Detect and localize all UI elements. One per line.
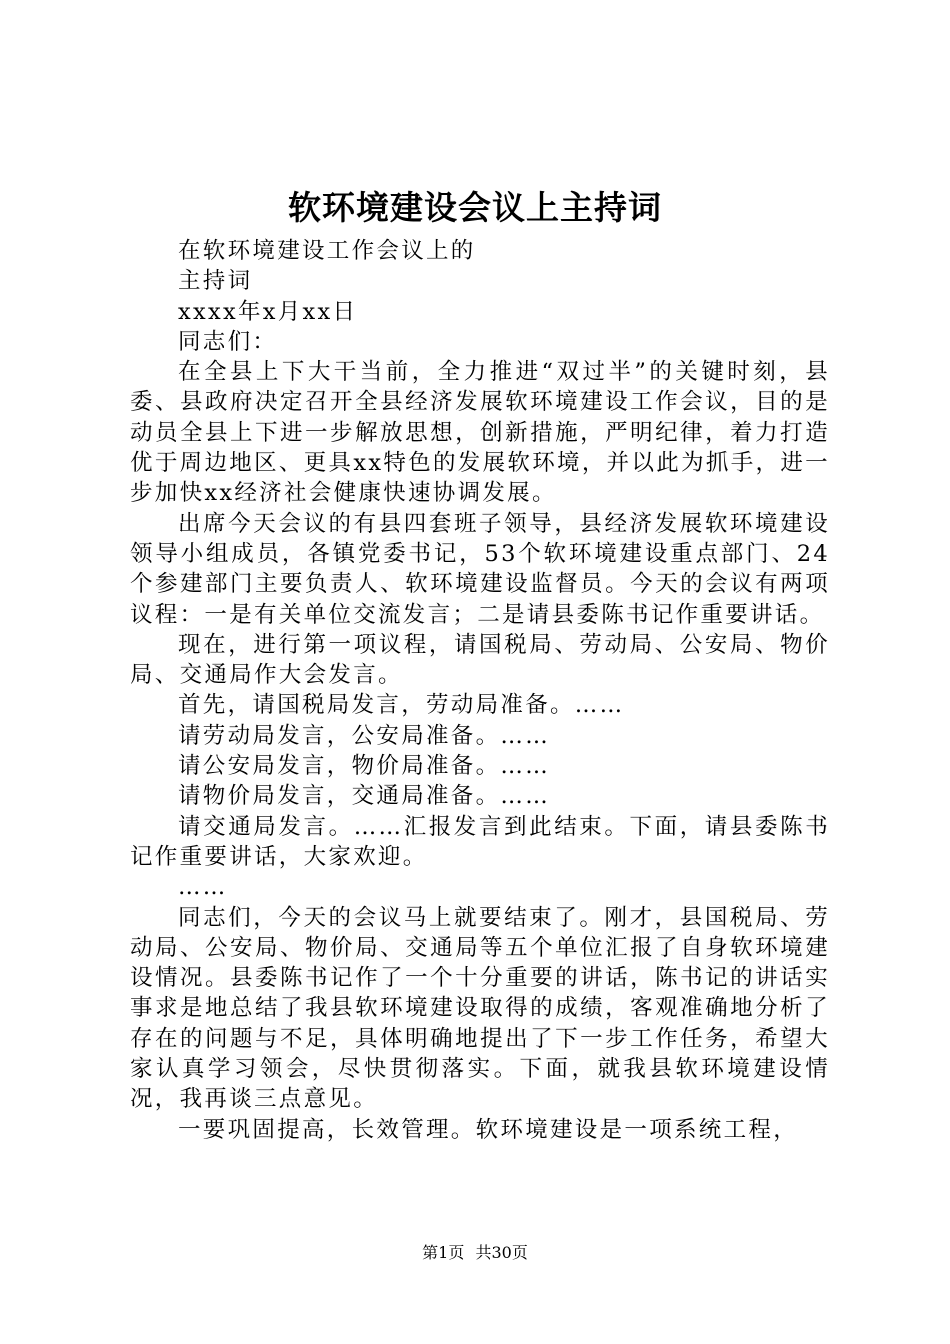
paragraph: 请物价局发言，交通局准备。…… [178,783,551,810]
paragraph: 在软环境建设工作会议上的 [178,238,476,264]
paragraph: 现在，进行第一项议程，请国税局、劳动局、公安局、物价局、交通局作大会发言。 [130,631,830,689]
paragraph: 首先，请国税局发言，劳动局准备。…… [178,692,625,719]
page-number: 第1页 [422,1243,465,1262]
paragraph: 请劳动局发言，公安局准备。…… [178,722,551,749]
page-total: 共30页 [475,1243,528,1262]
paragraph: 在全县上下大干当前，全力推进“双过半”的关键时刻，县委、县政府决定召开全县经济发展软环境建设工作会议，目的是动员全县上下进一步解放思想，创新措施，严明纪律，着力打造优于周边地区、更具xx特色的发展软环境，并以此为抓手，进一步加快xx经济社会健康快速协调发展。 [130,359,830,507]
paragraph: …… [178,874,228,901]
paragraph: 出席今天会议的有县四套班子领导，县经济发展软环境建设领导小组成员，各镇党委书记，53个软环境建设重点部门、24个参建部门主要负责人、软环境建设监督员。今天的会议有两项议程：一是有关单位交流发言；二是请县委陈书记作重要讲话。 [130,510,830,628]
page-footer [0,1243,950,1263]
paragraph: 同志们，今天的会议马上就要结束了。刚才，县国税局、劳动局、公安局、物价局、交通局等五个单位汇报了自身软环境建设情况。县委陈书记作了一个十分重要的讲话，陈书记的讲话实事求是地总结了我县软环境建设取得的成绩，客观准确地分析了存在的问题与不足，具体明确地提出了下一步工作任务，希望大家认真学习领会，尽快贯彻落实。下面，就我县软环境建设情况，我再谈三点意见。 [130,904,830,1113]
paragraph: 一要巩固提高，长效管理。软环境建设是一项系统工程， [178,1116,799,1143]
paragraph: 主持词 [178,268,253,295]
paragraph: 同志们： [178,328,278,355]
paragraph: xxxx年x月xx日 [178,298,358,325]
document-body [130,236,830,1145]
paragraph: 请交通局发言。……汇报发言到此结束。下面，请县委陈书记作重要讲话，大家欢迎。 [130,813,830,870]
paragraph: 请公安局发言，物价局准备。…… [178,753,551,780]
document-title: 软环境建设会议上主持词 [288,188,662,227]
